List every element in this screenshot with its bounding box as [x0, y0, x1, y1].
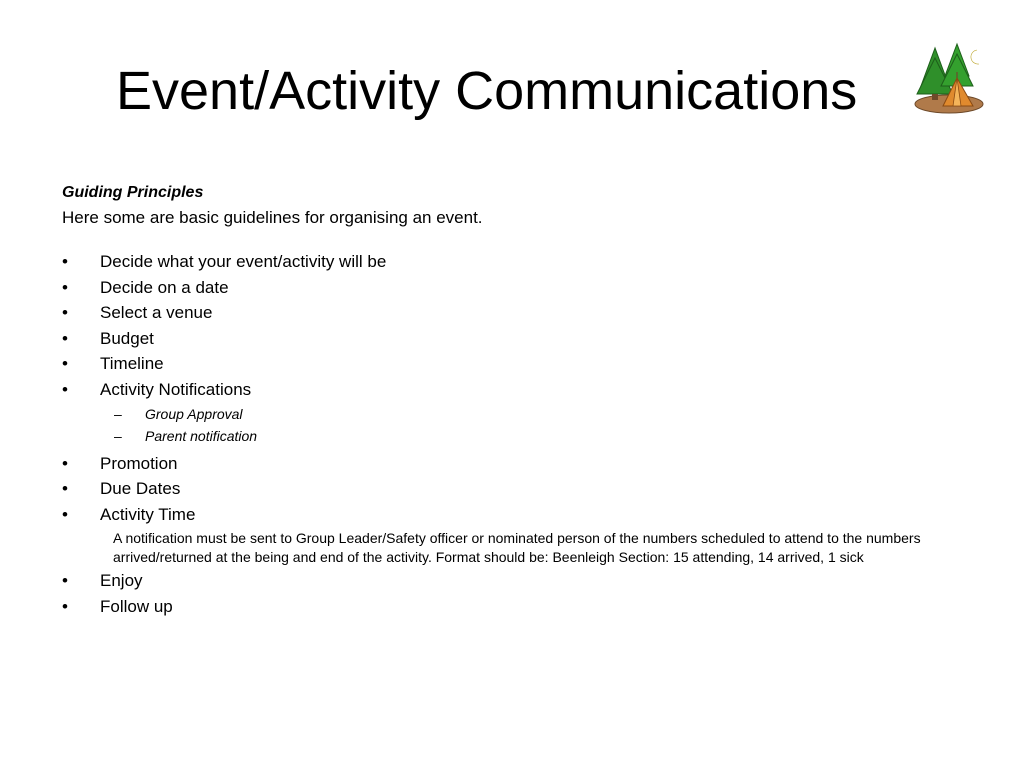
list-item: • Decide what your event/activity will be	[62, 249, 962, 275]
slide-title: Event/Activity Communications	[116, 61, 858, 121]
guideline-list	[62, 249, 962, 403]
list-item: • Timeline	[62, 351, 962, 377]
list-item: • Activity Time	[62, 502, 962, 528]
sub-list-item: – Group Approval	[62, 403, 962, 425]
guideline-list-end	[62, 568, 962, 619]
intro-text: Here some are basic guidelines for organising an event.	[62, 208, 483, 227]
list-item: • Decide on a date	[62, 275, 962, 301]
camp-tent-icon	[913, 42, 985, 116]
activity-notifications-sublist	[62, 403, 962, 447]
sub-list-item: – Parent notification	[62, 425, 962, 447]
list-item: • Budget	[62, 326, 962, 352]
list-item: • Promotion	[62, 451, 962, 477]
list-item: • Activity Notifications	[62, 377, 962, 403]
list-item: • Enjoy	[62, 568, 962, 594]
guiding-principles-heading: Guiding Principles	[62, 184, 204, 201]
list-item: • Select a venue	[62, 300, 962, 326]
list-item: • Due Dates	[62, 476, 962, 502]
list-item: • Follow up	[62, 594, 962, 620]
guideline-list-continued	[62, 451, 962, 528]
slide-content	[62, 182, 962, 620]
activity-time-note: A notification must be sent to Group Leader/Safety officer or nominated person of the numbers scheduled to attend to the numbers arrived/returned at the being and end of the activity. Format should be: Beenleigh Section: 15 attending, 14 arrived, 1 sick	[113, 530, 921, 565]
